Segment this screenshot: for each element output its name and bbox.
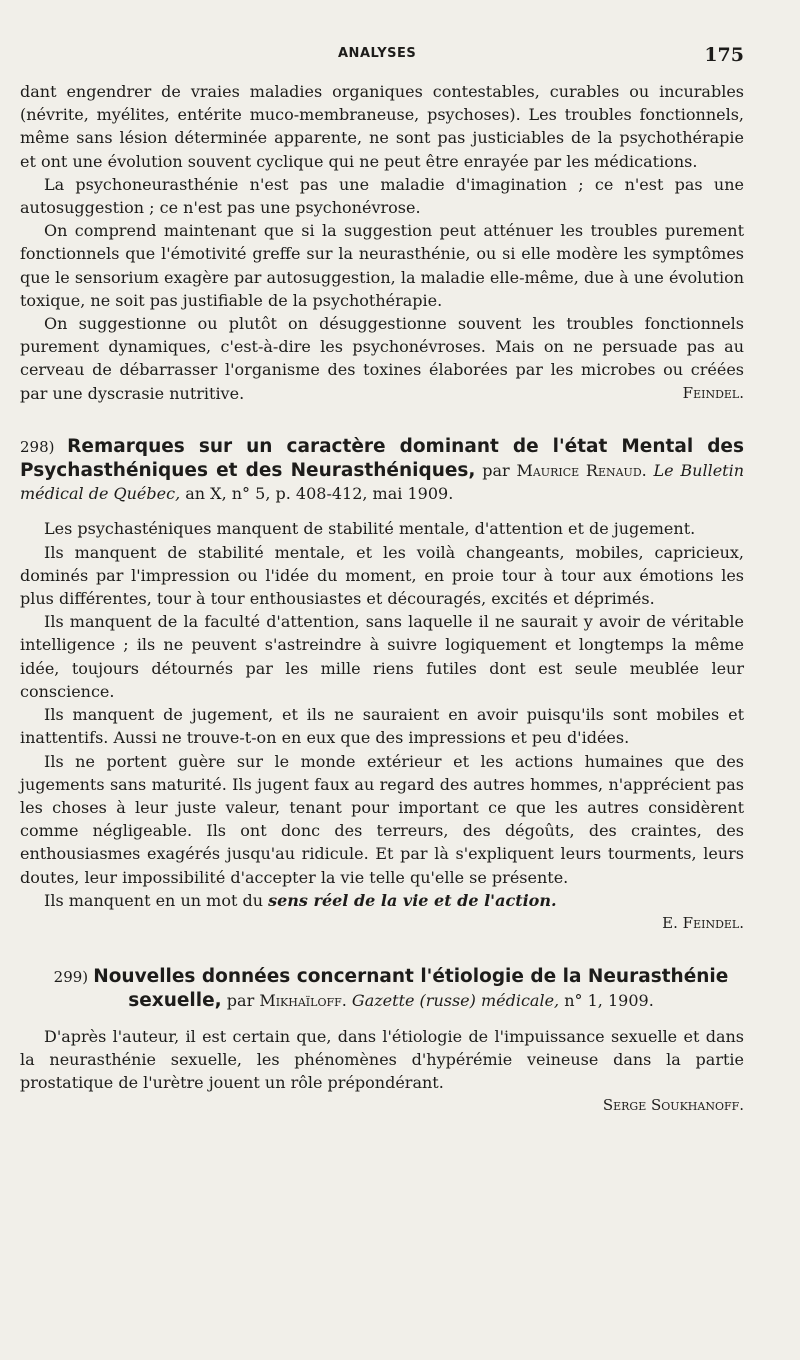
paragraph: Ils ne portent guère sur le monde extérieur et les actions humaines que des jugements sans maturité. Ils jugent faux au regard des autres hommes, n'apprécient pas les choses à leur juste valeur, tenant pour important ce que les autres considèrent comme négligeable. Ils ont donc des terreurs, des dégoûts, des craintes, des enthousiasmes exagérés jusqu'au ridicule. Et par là s'expliquent leurs tourments, leurs doutes, leur impossibilité d'accepter la vie telle qu'elle se présente. (20, 751, 744, 887)
conclusion-emphasis: sens réel de la vie et de l'action. (268, 890, 557, 910)
entry-citation: an X, n° 5, p. 408-412, mai 1909. (185, 484, 454, 504)
paragraph: Ils manquent de stabilité mentale, et les voilà changeants, mobiles, capricieux, dominés par l'impression ou l'idée du moment, en proie tour à tour aux émotions les plus différentes, tour à tour enthousiastes et découragés, excités et déprimés. (20, 542, 744, 609)
abstract-entry-299 (20, 965, 744, 1117)
paragraph: Les psychasténiques manquent de stabilité mentale, d'attention et de jugement. (44, 519, 696, 539)
entry-number: 299) (53, 968, 89, 987)
entry-title: Nouvelles données concernant l'étiologie de la Neurasthénie sexuelle, (93, 966, 729, 1012)
paragraph: La psychoneurasthénie n'est pas une maladie d'imagination ; ce n'est pas une autosuggestion ; ce n'est pas une psychonévrose. (20, 174, 744, 218)
signature: Feindel. (682, 383, 744, 402)
paragraph-conclusion (20, 889, 744, 912)
entry-journal: Le Bulletin médical de Québec, (20, 461, 745, 504)
entry-title: Remarques sur un caractère dominant de l'état Mental des Psychasthéniques et des Neurasthéniques, (20, 435, 744, 482)
paragraph: Ils manquent de jugement, et ils ne sauraient en avoir puisqu'ils sont mobiles et inattentifs. Aussi ne trouve-t-on en eux que des impressions et peu d'idées. (20, 705, 744, 748)
abstract-entry-298 (20, 435, 744, 935)
journal-page (20, 0, 744, 1360)
paragraph: dant engendrer de vraies maladies organiques contestables, curables ou incurables (névrite, myélites, entérite muco-membraneuse, psychoses). Les troubles fonctionnels, même sans lésion déterminée apparente, ne sont pas justiciables de la psychothérapie et ont une évolution souvent cyclique qui ne peut être enrayée par les médications. (20, 82, 744, 171)
paragraph: On comprend maintenant que si la suggestion peut atténuer les troubles purement fonctionnels que l'émotivité greffe sur la neurasthénie, ou si elle modère les symptômes que le sensorium exagère par autosuggestion, la maladie elle-même, due à une évolution toxique, ne soit pas justifiable de la psychothérapie. (20, 221, 744, 310)
page-header (20, 44, 744, 66)
by-word: par (226, 991, 255, 1011)
signature: Serge Soukhanoff. (602, 1096, 744, 1115)
continued-abstract (20, 80, 744, 405)
page-number: 175 (704, 44, 744, 66)
entry-number: 298) (20, 437, 55, 456)
by-word: par (482, 461, 510, 481)
running-title: ANALYSES (338, 46, 417, 61)
entry-journal: Gazette (russe) médicale, (351, 991, 560, 1011)
entry-citation: n° 1, 1909. (564, 991, 654, 1011)
signature: E. Feindel. (662, 913, 744, 932)
entry-heading (20, 965, 744, 1012)
paragraph: D'après l'auteur, il est certain que, dans l'étiologie de l'impuissance sexuelle et dans la neurasthénie sexuelle, les phénomènes d'hypérémie veineuse dans la partie prostatique de l'urètre jouent un rôle prépondérant. (20, 1026, 744, 1092)
conclusion-lead: Ils manquent en un mot du (44, 890, 264, 910)
paragraph: On suggestionne ou plutôt on désuggestionne souvent les troubles fonctionnels purement dynamiques, c'est-à-dire les psychonévroses. Mais on ne persuade pas au cerveau de débarrasser l'organisme des toxines élaborées par les microbes ou créées par une dyscrasie nutritive. (20, 314, 744, 403)
page-body (20, 80, 744, 1117)
entry-author: Maurice Renaud. (516, 461, 647, 481)
paragraph: Ils manquent de la faculté d'attention, sans laquelle il ne saurait y avoir de véritable intelligence ; ils ne peuvent s'astreindre à suivre logiquement et longtemps la même idée, toujours détournés par les mille riens futiles dont est seule meublée leur conscience. (20, 612, 744, 701)
entry-heading (20, 435, 744, 506)
entry-author: Mikhaïloff. (259, 991, 347, 1011)
